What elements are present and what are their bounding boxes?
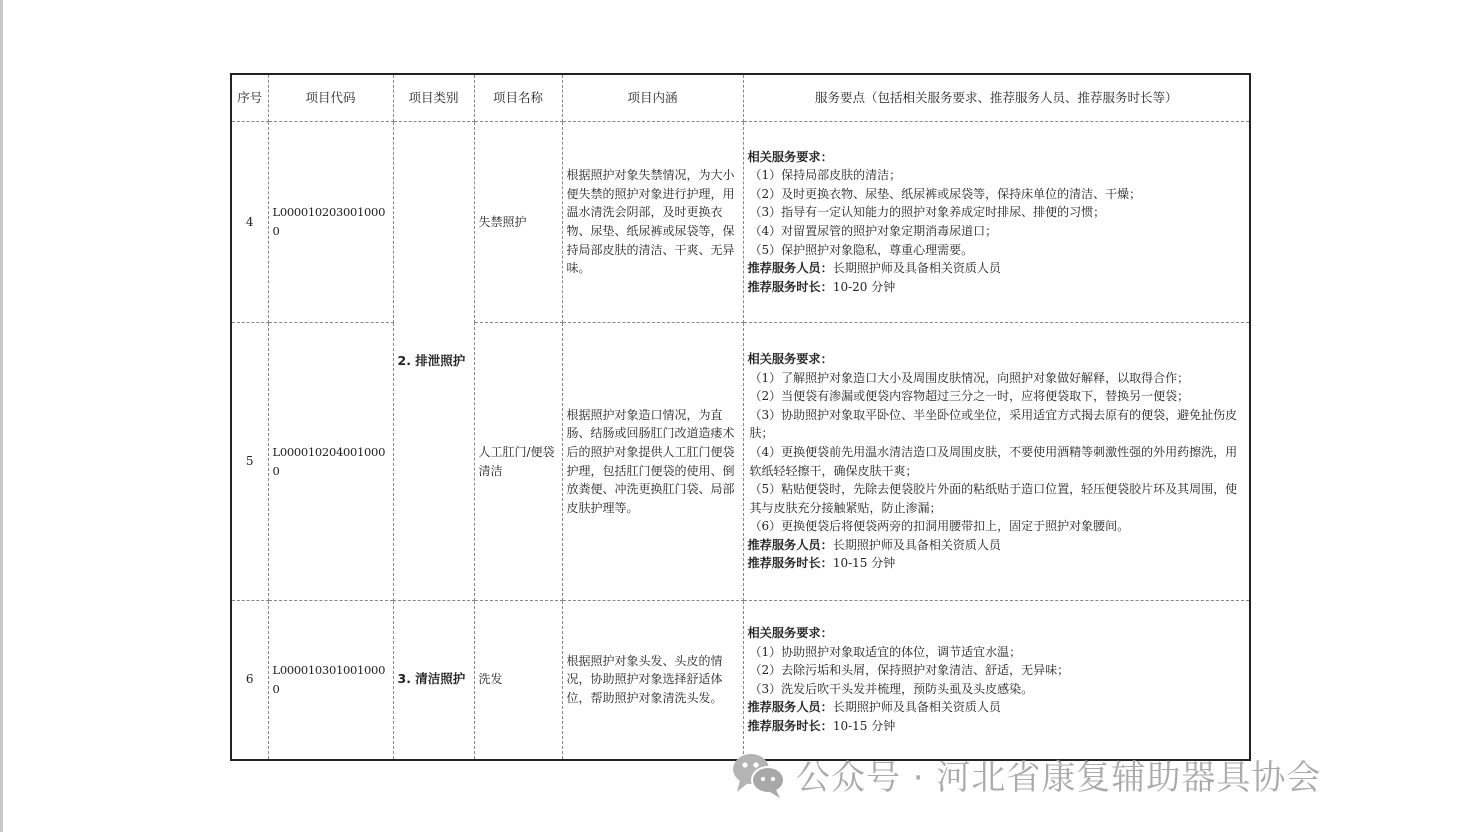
duration-value: 10-15 分钟 xyxy=(832,718,896,733)
row-service-points xyxy=(743,323,1250,601)
row-service-points xyxy=(743,122,1250,323)
staff-label: 推荐服务人员： xyxy=(747,537,833,552)
requirement-item: （4）更换便袋前先用温水清洁造口及周围皮肤，不要使用酒精等刺激性强的外用药擦洗，用软纸轻轻擦干，确保皮肤干爽； xyxy=(749,444,1238,478)
requirement-item: （1）保持局部皮肤的清洁； xyxy=(749,168,902,183)
row-description: 根据照护对象头发、头皮的情况，协助照护对象选择舒适体位，帮助照护对象清洗头发。 xyxy=(562,601,743,760)
row-code: L0000103010010000 xyxy=(268,601,393,760)
row-category: 3. 清洁照护 xyxy=(393,601,474,760)
duration-line xyxy=(748,278,1246,297)
requirement-item: （3）协助照护对象取平卧位、半坐卧位或坐位，采用适宜方式揭去原有的便袋，避免扯伤皮肤； xyxy=(749,407,1238,441)
staff-value: 长期照护师及具备相关资质人员 xyxy=(832,261,1001,276)
header-code: 项目代码 xyxy=(268,74,393,122)
row-description: 根据照护对象失禁情况，为大小便失禁的照护对象进行护理，用温水清洗会阴部，及时更换衣物、尿垫、纸尿裤或尿袋等，保持局部皮肤的清洁、干爽、无异味。 xyxy=(562,122,743,323)
requirement-item: （6）更换便袋后将便袋两旁的扣洞用腰带扣上，固定于照护对象腰间。 xyxy=(749,519,1130,534)
staff-label: 推荐服务人员： xyxy=(747,700,833,715)
header-category: 项目类别 xyxy=(393,74,474,122)
requirement-item: （3）指导有一定认知能力的照护对象养成定时排尿、排便的习惯； xyxy=(749,205,1106,220)
table-row xyxy=(231,601,1250,760)
watermark xyxy=(730,750,1321,798)
duration-value: 10-20 分钟 xyxy=(832,279,896,294)
duration-label: 推荐服务时长： xyxy=(747,718,833,733)
header-service-points: 服务要点（包括相关服务要求、推荐服务人员、推荐服务时长等） xyxy=(743,74,1250,122)
requirements-label: 相关服务要求： xyxy=(747,625,833,640)
requirements-label: 相关服务要求： xyxy=(747,149,833,164)
row-service-points xyxy=(743,601,1250,760)
table-row xyxy=(231,323,1250,601)
header-name: 项目名称 xyxy=(474,74,562,122)
header-no: 序号 xyxy=(231,74,268,122)
row-code: L0000102030010000 xyxy=(268,122,393,323)
row-code: L0000102040010000 xyxy=(268,323,393,601)
duration-label: 推荐服务时长： xyxy=(747,556,833,571)
duration-label: 推荐服务时长： xyxy=(747,279,833,294)
duration-line xyxy=(748,717,1246,736)
requirement-item: （1）了解照护对象造口大小及周围皮肤情况，向照护对象做好解释，以取得合作； xyxy=(749,370,1190,385)
row-no: 4 xyxy=(231,122,268,323)
row-name: 人工肛门/便袋清洁 xyxy=(474,323,562,601)
requirement-item: （1）协助照护对象取适宜的体位，调节适宜水温； xyxy=(749,644,1022,659)
row-name: 失禁照护 xyxy=(474,122,562,323)
staff-line xyxy=(748,536,1246,555)
header-description: 项目内涵 xyxy=(562,74,743,122)
wechat-icon xyxy=(730,750,788,798)
watermark-text: 公众号 · 河北省康复辅助器具协会 xyxy=(796,757,1322,798)
row-no: 6 xyxy=(231,601,268,760)
requirement-item: （5）粘贴便袋时，先除去便袋胶片外面的粘纸贴于造口位置，轻压便袋胶片环及其周围，使其与皮肤充分接触紧贴，防止渗漏； xyxy=(749,482,1238,515)
requirement-item: （5）保护照护对象隐私，尊重心理需要。 xyxy=(749,242,974,257)
requirement-item: （2）当便袋有渗漏或便袋内容物超过三分之一时，应将便袋取下，替换另一便袋； xyxy=(749,389,1190,404)
staff-line xyxy=(748,698,1246,717)
table-row xyxy=(231,122,1250,323)
requirement-item: （3）洗发后吹干头发并梳理，预防头虱及头皮感染。 xyxy=(749,681,1034,696)
row-no: 5 xyxy=(231,323,268,601)
staff-value: 长期照护师及具备相关资质人员 xyxy=(832,537,1001,552)
row-description: 根据照护对象造口情况，为直肠、结肠或回肠肛门改道造瘘术后的照护对象提供人工肛门便袋护理，包括肛门便袋的使用、倒放粪便、冲洗更换肛门袋、局部皮肤护理等。 xyxy=(562,323,743,601)
staff-value: 长期照护师及具备相关资质人员 xyxy=(832,700,1001,715)
duration-line xyxy=(748,554,1246,573)
requirement-item: （4）对留置尿管的照护对象定期消毒尿道口； xyxy=(749,224,998,238)
table-header-row xyxy=(231,74,1250,122)
row-name: 洗发 xyxy=(474,601,562,760)
staff-label: 推荐服务人员： xyxy=(747,261,833,276)
staff-line xyxy=(748,259,1246,278)
service-items-table xyxy=(230,73,1251,761)
requirement-item: （2）及时更换衣物、尿垫、纸尿裤或尿袋等，保持床单位的清洁、干燥； xyxy=(749,186,1142,201)
requirement-item: （2）去除污垢和头屑，保持照护对象清洁、舒适，无异味； xyxy=(749,663,1070,678)
requirements-label: 相关服务要求： xyxy=(747,351,833,366)
duration-value: 10-15 分钟 xyxy=(832,556,896,571)
row-category: 2. 排泄照护 xyxy=(393,122,474,601)
